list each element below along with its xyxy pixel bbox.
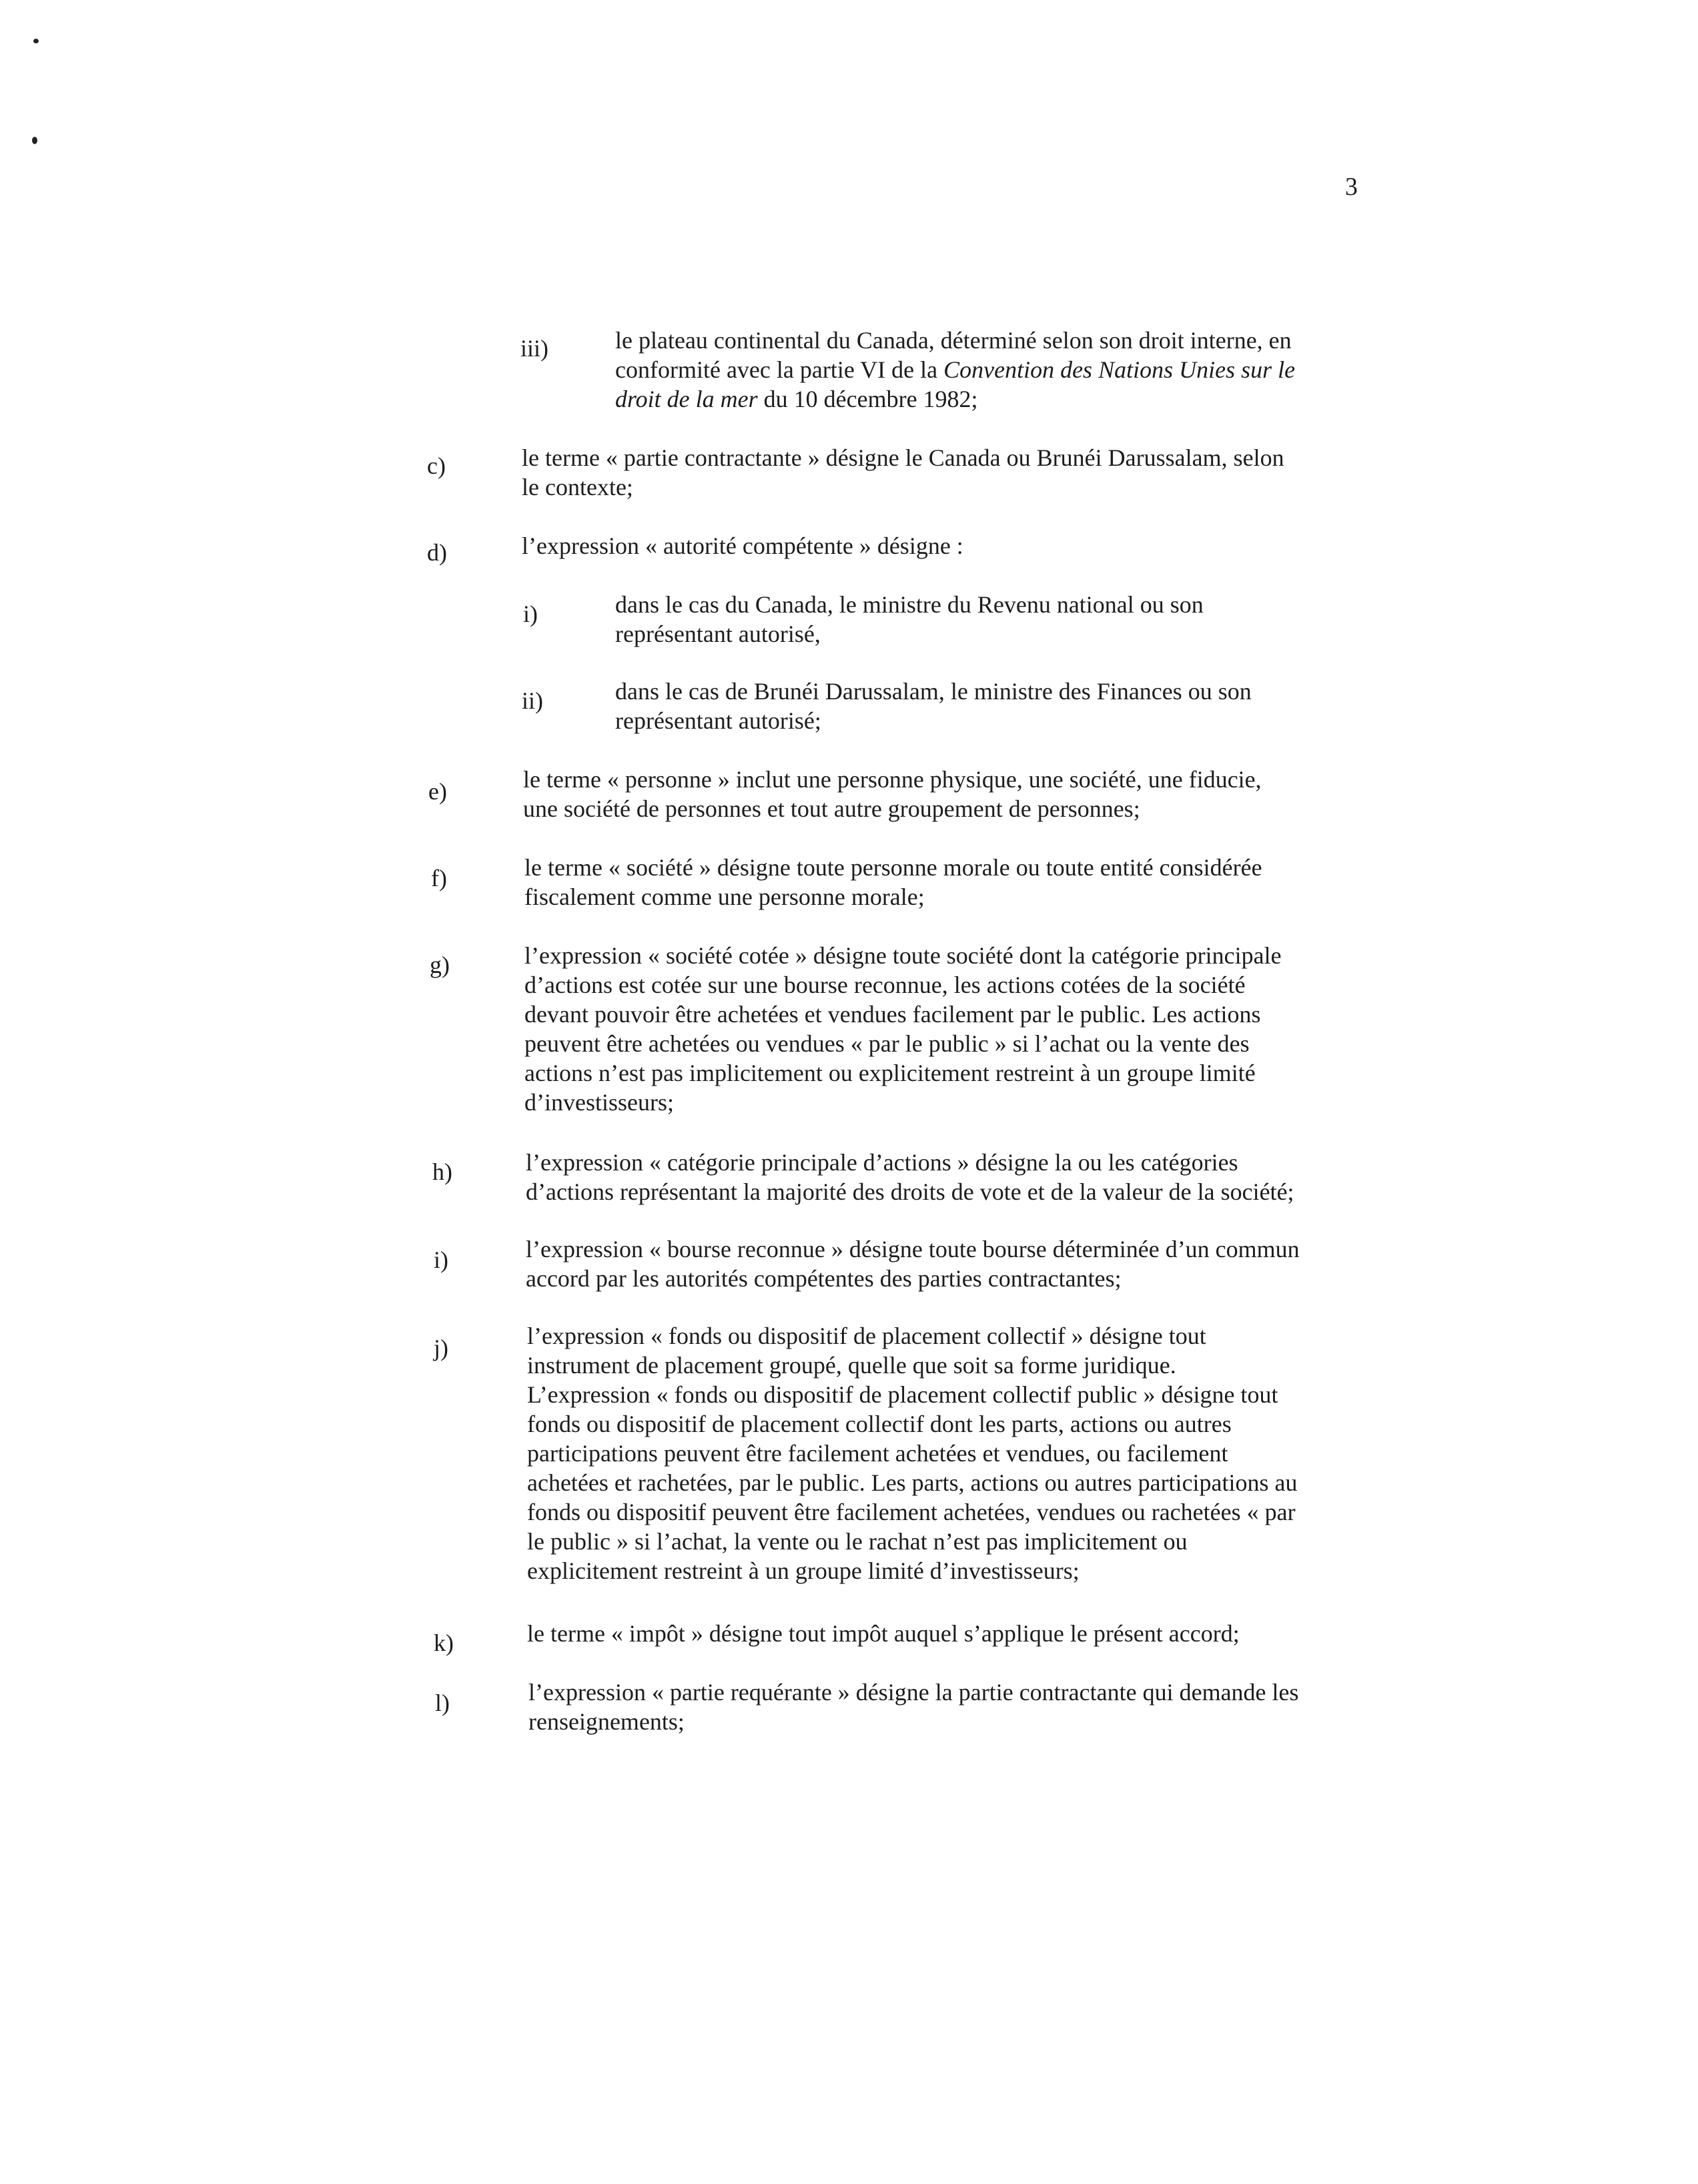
text-line: représentant autorisé; [615,707,821,734]
text-run: du 10 décembre 1982; [757,386,978,412]
text-line: l’expression « autorité compétente » désigne : [522,532,963,559]
item-text-d [522,531,963,561]
item-label-d: d) [427,539,447,566]
item-text-d-i [615,590,1204,649]
text-line: dans le cas du Canada, le ministre du Revenu national ou son [615,591,1204,618]
italic-title: Convention des Nations Unies sur le [943,356,1296,383]
text-line [615,355,1295,384]
text-line: l’expression « partie requérante » désigne la partie contractante qui demande les [528,1679,1299,1706]
text-line: fonds ou dispositif peuvent être facilement achetées, vendues ou rachetées « par [527,1499,1296,1525]
text-run: conformité avec la partie VI de la [615,356,944,383]
text-line: le terme « société » désigne toute personne morale ou toute entité considérée [524,854,1262,881]
text-line: l’expression « bourse reconnue » désigne toute bourse déterminée d’un commun [526,1236,1300,1262]
text-line: d’actions est cotée sur une bourse reconnue, les actions cotées de la société [524,972,1246,998]
item-text-i [526,1234,1300,1293]
text-line: achetées et rachetées, par le public. Les parts, actions ou autres participations au [527,1469,1298,1496]
item-text-k [527,1619,1240,1648]
text-line: le terme « impôt » désigne tout impôt auquel s’applique le présent accord; [527,1620,1240,1647]
page-number: 3 [1345,173,1358,201]
text-line: le plateau continental du Canada, déterminé selon son droit interne, en [615,327,1292,354]
item-label-c: c) [427,452,446,479]
text-line: le terme « personne » inclut une personne physique, une société, une fiducie, [523,766,1262,793]
text-line: fonds ou dispositif de placement collectif dont les parts, actions ou autres [527,1411,1232,1437]
text-line: actions n’est pas implicitement ou explicitement restreint à un groupe limité [524,1060,1256,1086]
item-text-g [524,941,1282,1117]
item-text-j [527,1321,1298,1585]
text-line: participations peuvent être facilement achetées et vendues, ou facilement [527,1440,1228,1467]
item-label-d-i: i) [523,601,538,627]
item-text-d-ii [615,677,1252,735]
text-line: accord par les autorités compétentes des parties contractantes; [526,1265,1122,1292]
text-line: l’expression « société cotée » désigne toute société dont la catégorie principale [524,942,1282,969]
text-line: renseignements; [528,1708,685,1735]
text-line: l’expression « fonds ou dispositif de placement collectif » désigne tout [527,1323,1206,1349]
scan-mark [33,39,39,43]
item-text-h [526,1148,1294,1206]
scan-mark [32,137,37,144]
text-line: fiscalement comme une personne morale; [524,883,925,910]
italic-title: droit de la mer [615,386,758,412]
item-text-f [524,853,1262,912]
text-line: peuvent être achetées ou vendues « par le public » si l’achat ou la vente des [524,1030,1250,1057]
text-line: le public » si l’achat, la vente ou le rachat n’est pas implicitement ou [527,1528,1188,1555]
text-line [615,384,1295,414]
item-label-l: l) [435,1690,450,1716]
item-label-h: h) [432,1158,452,1185]
text-line: explicitement restreint à un groupe limité d’investisseurs; [527,1557,1080,1584]
text-line: d’actions représentant la majorité des droits de vote et de la valeur de la société; [526,1178,1294,1205]
item-label-g: g) [430,952,450,978]
item-text-l [528,1678,1299,1736]
item-text-e [523,765,1262,823]
item-label-j: j) [434,1335,448,1361]
text-line: l’expression « catégorie principale d’actions » désigne la ou les catégories [526,1149,1238,1176]
item-label-d-ii: ii) [522,687,543,714]
text-line: représentant autorisé, [615,621,821,647]
item-label-k: k) [434,1629,454,1656]
text-line: une société de personnes et tout autre groupement de personnes; [523,795,1140,822]
item-label-e: e) [428,778,447,805]
text-line: dans le cas de Brunéi Darussalam, le ministre des Finances ou son [615,678,1252,705]
text-line: devant pouvoir être achetées et vendues facilement par le public. Les actions [524,1001,1261,1028]
item-label-iii: iii) [520,335,548,362]
item-label-i: i) [434,1246,448,1273]
text-line: le contexte; [522,474,633,500]
item-text-c [522,443,1284,502]
item-text-iii [615,326,1295,414]
item-label-f: f) [431,865,447,891]
text-line: instrument de placement groupé, quelle que soit sa forme juridique. [527,1352,1176,1379]
text-line: le terme « partie contractante » désigne le Canada ou Brunéi Darussalam, selon [522,444,1284,471]
text-line: L’expression « fonds ou dispositif de placement collectif public » désigne tout [527,1381,1278,1408]
text-line: d’investisseurs; [524,1089,674,1116]
